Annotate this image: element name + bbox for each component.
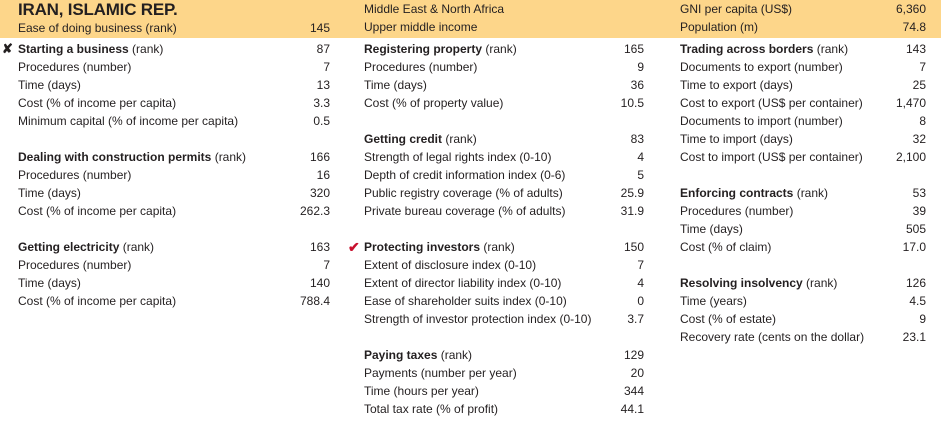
table-row: Procedures (number) 7 — [18, 60, 330, 74]
ease-of-business-row: Ease of doing business (rank) 145 — [18, 21, 330, 35]
table-row: Payments (number per year) 20 — [364, 366, 644, 380]
gni-row: GNI per capita (US$) 6,360 — [680, 2, 926, 16]
population-row: Population (m) 74.8 — [680, 20, 926, 34]
table-row: Extent of disclosure index (0-10) 7 — [364, 258, 644, 272]
table-row: Cost (% of claim) 17.0 — [680, 240, 926, 254]
table-row: Strength of investor protection index (0-10) 3.7 — [364, 312, 644, 326]
region-text: Middle East & North Africa — [364, 2, 505, 16]
check-mark-icon: ✔ — [348, 239, 360, 255]
table-row: Time (hours per year) 344 — [364, 384, 644, 398]
table-row: Procedures (number) 9 — [364, 60, 644, 74]
table-row: Strength of legal rights index (0-10) 4 — [364, 150, 644, 164]
table-row: Documents to export (number) 7 — [680, 60, 926, 74]
table-row: Total tax rate (% of profit) 44.1 — [364, 402, 644, 416]
table-row: Documents to import (number) 8 — [680, 114, 926, 128]
income-text: Upper middle income — [364, 20, 478, 34]
table-row: Procedures (number) 39 — [680, 204, 926, 218]
table-row: Depth of credit information index (0-6) 5 — [364, 168, 644, 182]
table-row: Time (days) 505 — [680, 222, 926, 236]
table-row: Time (days) 36 — [364, 78, 644, 92]
table-row: Private bureau coverage (% of adults) 31.9 — [364, 204, 644, 218]
section-electricity: Getting electricity (rank) 163 — [18, 240, 330, 254]
table-row: Recovery rate (cents on the dollar) 23.1 — [680, 330, 926, 344]
table-row: Time (days) 13 — [18, 78, 330, 92]
table-row: Public registry coverage (% of adults) 25.9 — [364, 186, 644, 200]
section-registering-property: Registering property (rank) 165 — [364, 42, 644, 56]
table-row: Cost (% of estate) 9 — [680, 312, 926, 326]
table-row: Time (days) 140 — [18, 276, 330, 290]
table-row: Time (days) 320 — [18, 186, 330, 200]
column-right — [662, 0, 926, 346]
section-enforcing-contracts: Enforcing contracts (rank) 53 — [680, 186, 926, 200]
section-starting-business: ✘ Starting a business (rank) 87 — [2, 41, 330, 56]
table-row: Time (years) 4.5 — [680, 294, 926, 308]
table-row: Cost (% of income per capita) 262.3 — [18, 204, 330, 218]
table-row: Procedures (number) 16 — [18, 168, 330, 182]
table-row: Cost (% of property value) 10.5 — [364, 96, 644, 110]
table-row: Minimum capital (% of income per capita) 0.5 — [18, 114, 330, 128]
section-protecting-investors: ✔ Protecting investors (rank) 150 — [348, 239, 644, 255]
country-title: IRAN, ISLAMIC REP. — [18, 0, 178, 19]
table-row: Cost (% of income per capita) 3.3 — [18, 96, 330, 110]
section-paying-taxes: Paying taxes (rank) 129 — [364, 348, 644, 362]
column-left — [0, 0, 330, 310]
section-trading-borders: Trading across borders (rank) 143 — [680, 42, 926, 56]
table-row: Ease of shareholder suits index (0-10) 0 — [364, 294, 644, 308]
column-middle — [346, 0, 644, 418]
section-getting-credit: Getting credit (rank) 83 — [364, 132, 644, 146]
section-resolving-insolvency: Resolving insolvency (rank) 126 — [680, 276, 926, 290]
table-row: Cost to export (US$ per container) 1,470 — [680, 96, 926, 110]
x-mark-icon: ✘ — [2, 41, 13, 56]
table-row: Extent of director liability index (0-10) 4 — [364, 276, 644, 290]
table-row: Time to export (days) 25 — [680, 78, 926, 92]
table-row: Procedures (number) 7 — [18, 258, 330, 272]
section-construction-permits: Dealing with construction permits (rank) 166 — [18, 150, 330, 164]
table-row: Time to import (days) 32 — [680, 132, 926, 146]
table-row: Cost to import (US$ per container) 2,100 — [680, 150, 926, 164]
table-row: Cost (% of income per capita) 788.4 — [18, 294, 330, 308]
